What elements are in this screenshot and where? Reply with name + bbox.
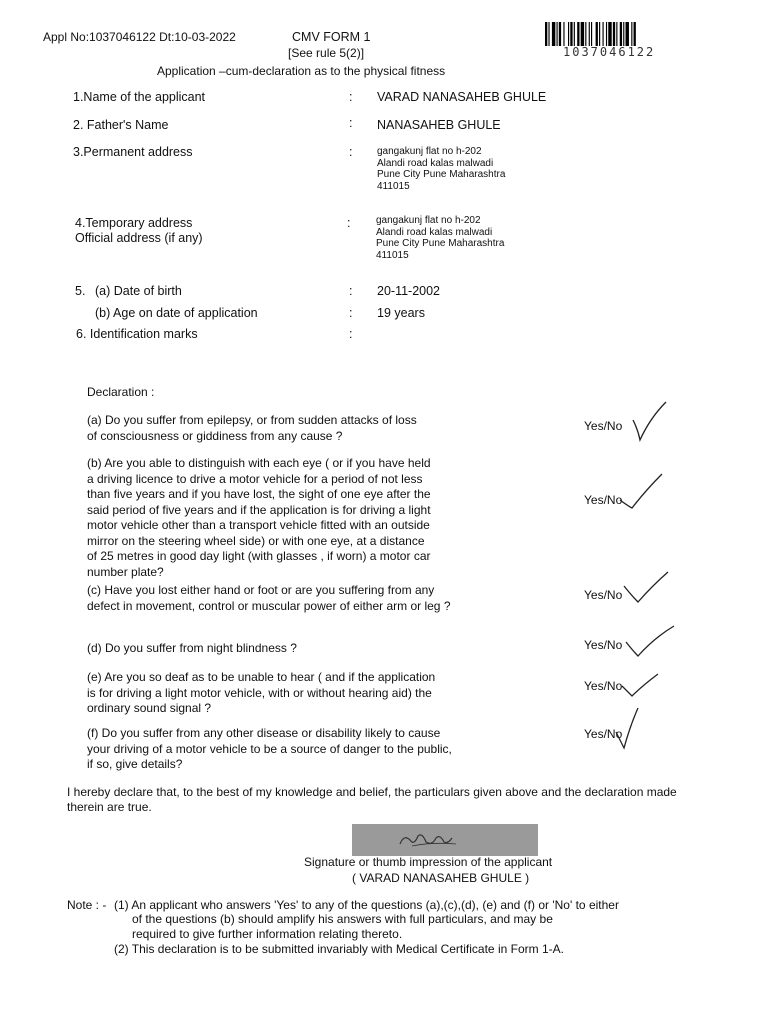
declaration-heading: Declaration : [87,385,155,399]
question-b: (b) Are you able to distinguish with each eye ( or if you have held a driving licence to drive a motor vehicle for a period of not less than five years and if you have lost, the sight of one eye after the said period of five years and if the application is for driving a light motor vehicle other than a transport vehicle fitted with an outside mirror on the steering wheel side) or with one eye, at a distance of 25 metres in good day light (with glasses , if worn) a motor car number plate? [87,456,431,579]
age-label: (b) Age on date of application [95,306,258,320]
form-rule: [See rule 5(2)] [288,46,365,60]
signature-caption: Signature or thumb impression of the applicant [304,855,553,869]
form-title: CMV FORM 1 [292,30,371,44]
yes-no-label: Yes/No [584,727,623,741]
question-e: (e) Are you so deaf as to be unable to hear ( and if the application is for driving a light motor vehicle, with or without hearing aid) the ordinary sound signal ? [87,670,436,715]
dob-value: 20-11-2002 [377,284,441,298]
question-d: (d) Do you suffer from night blindness ? [87,641,297,655]
father-label: 2. Father's Name [73,118,169,132]
check-mark-icon [630,400,668,442]
address-line: 411015 [377,180,410,192]
colon: : [349,145,353,159]
note-item-1: (1) An applicant who answers 'Yes' to any of the questions (a),(c),(d), (e) and (f) or 'No' to either [114,898,619,912]
permanent-address-label: 3.Permanent address [73,145,193,159]
note-item-1-cont: of the questions (b) should amplify his answers with full particulars, and may be [132,912,553,926]
address-line: gangakunj flat no h-202 [377,146,482,157]
application-number: Appl No:1037046122 Dt:10-03-2022 [43,30,236,44]
colon: : [349,306,353,320]
yes-no-label: Yes/No [584,638,623,652]
address-line: Pune City Pune Maharashtra [376,238,505,249]
form-subtitle: Application –cum-declaration as to the physical fitness [157,64,446,78]
check-mark-icon [618,472,664,510]
address-line: Alandi road kalas malwadi [377,157,494,169]
age-value: 19 years [377,306,425,320]
colon: : [347,216,351,230]
check-mark-icon [620,672,660,698]
colon: : [349,284,353,298]
question-f: (f) Do you suffer from any other disease or disability likely to cause your driving of a motor vehicle to be a source of danger to the public, if so, give details? [87,726,452,771]
signature-image [352,824,538,856]
question-c: (c) Have you lost either hand or foot or are you suffering from any defect in movement, control or muscular power of either arm or leg ? [87,583,451,613]
note-item-1-cont: required to give further information relating thereto. [132,927,403,941]
name-value: VARAD NANASAHEB GHULE [377,90,547,104]
check-mark-icon [622,570,670,604]
dob-number: 5. [75,284,86,298]
yes-no-label: Yes/No [584,419,623,433]
yes-no-label: Yes/No [584,588,623,602]
yes-no-label: Yes/No [584,679,623,693]
declaration-statement: I hereby declare that, to the best of my knowledge and belief, the particulars given above and the declaration made therein are true. [67,785,677,814]
note-item-2: (2) This declaration is to be submitted invariably with Medical Certificate in Form 1-A. [114,942,564,956]
yes-no-label: Yes/No [584,493,623,507]
permanent-address [377,146,557,192]
note-prefix: Note : - [67,898,107,912]
identification-label: 6. Identification marks [76,327,198,341]
signature-name: ( VARAD NANASAHEB GHULE ) [352,871,530,885]
question-a: (a) Do you suffer from epilepsy, or from sudden attacks of loss of consciousness or giddiness from any cause ? [87,413,417,443]
dob-label: (a) Date of birth [95,284,182,298]
temporary-address-label: 4.Temporary address [75,216,193,230]
address-line: Alandi road kalas malwadi [376,226,493,238]
official-address-label: Official address (if any) [75,231,203,245]
temporary-address [376,215,556,261]
colon: : [349,327,353,341]
address-line: gangakunj flat no h-202 [376,215,481,226]
check-mark-icon [624,622,676,658]
barcode-number: 1037046122 [563,45,656,59]
colon: : [349,116,353,130]
address-line: Pune City Pune Maharashtra [377,169,506,180]
check-mark-icon [614,706,650,750]
colon: : [349,90,353,104]
address-line: 411015 [376,249,409,261]
name-label: 1.Name of the applicant [73,90,206,104]
barcode-image [545,22,715,46]
father-value: NANASAHEB GHULE [377,118,501,132]
signature-scribble-icon [352,824,538,856]
